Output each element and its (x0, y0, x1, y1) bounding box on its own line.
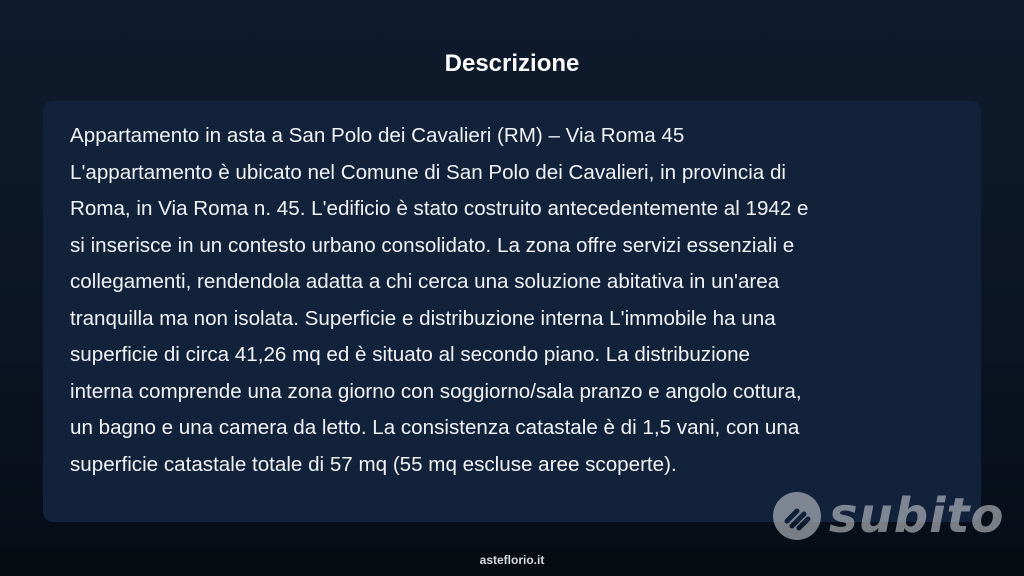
description-line: collegamenti, rendendola adatta a chi cerca una soluzione abitativa in un'area (70, 270, 780, 293)
description-line: superficie catastale totale di 57 mq (55 mq escluse aree scoperte). (70, 452, 677, 476)
footer-site-label: asteflorio.it (479, 553, 545, 567)
description-line: Appartamento in asta a San Polo dei Cavalieri (RM) – Via Roma 45 (70, 124, 685, 147)
description-card (43, 101, 981, 522)
description-line: si inserisce in un contesto urbano consolidato. La zona offre servizi essenziali e (70, 233, 795, 257)
description-line: tranquilla ma non isolata. Superficie e distribuzione interna L'immobile ha una (70, 306, 776, 330)
subito-watermark (771, 488, 1004, 544)
description-line: L'appartamento è ubicato nel Comune di San Polo dei Cavalieri, in provincia di (70, 160, 786, 184)
description-line: un bagno e una camera da letto. La consistenza catastale è di 1,5 vani, con una (70, 416, 800, 439)
description-line: interna comprende una zona giorno con soggiorno/sala pranzo e angolo cottura, (70, 379, 802, 403)
description-line: Roma, in Via Roma n. 45. L'edificio è stato costruito antecedentemente al 1942 e (70, 197, 809, 220)
page-title: Descrizione (444, 50, 580, 77)
subito-logo-icon (771, 490, 823, 542)
description-line: superficie di circa 41,26 mq ed è situato al secondo piano. La distribuzione (70, 343, 751, 366)
watermark-text: subito (829, 488, 1005, 544)
